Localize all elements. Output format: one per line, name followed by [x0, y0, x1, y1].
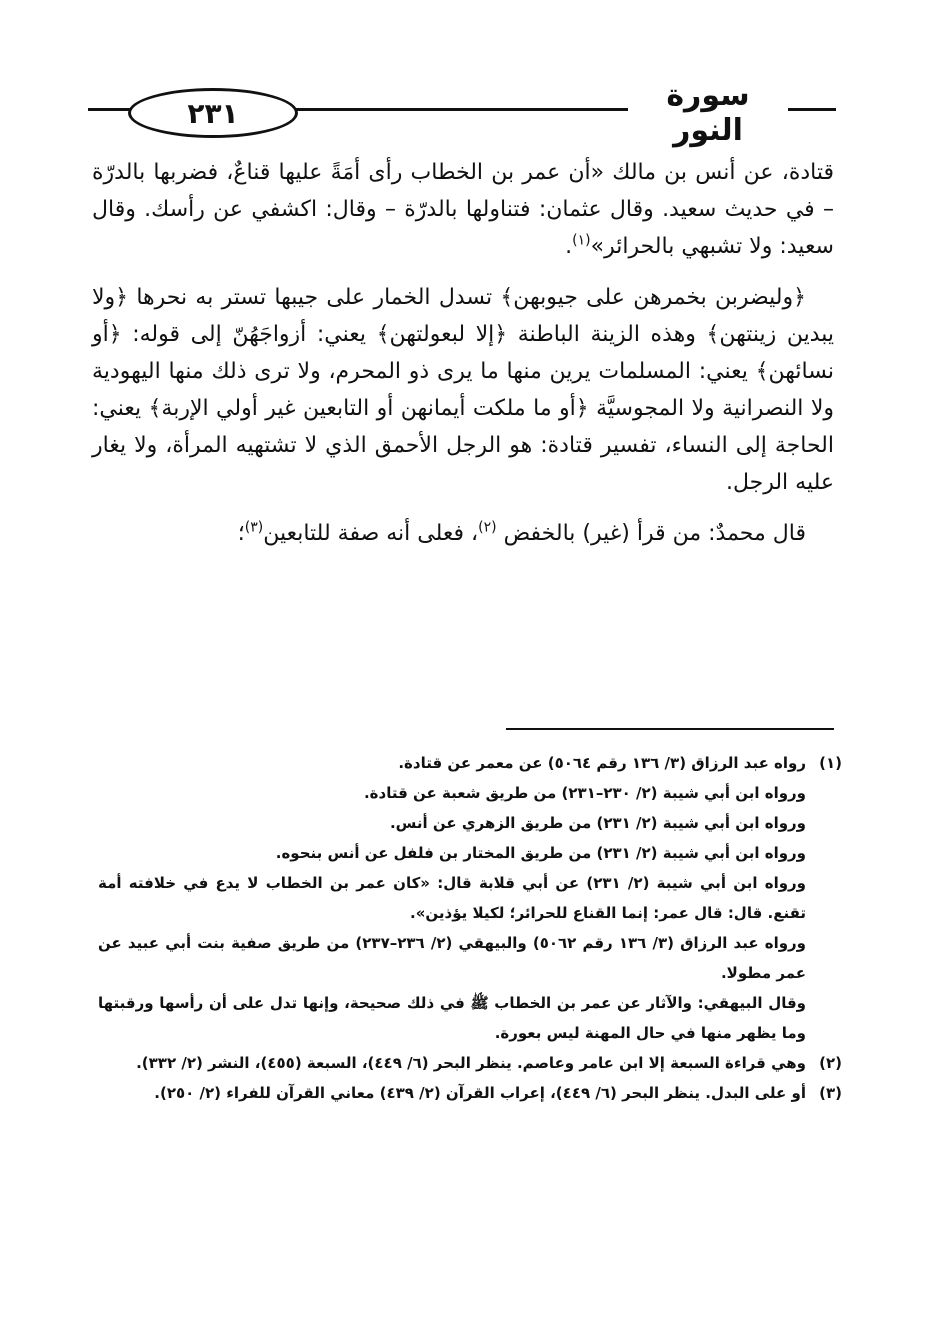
footnote-ref-2: (٢): [478, 519, 497, 536]
footnote-line: وقال البيهقي: والآثار عن عمر بن الخطاب ﷺ في ذلك صحيحة، وإنها تدل على أن رأسها ورقبتها وما يظهر منها في حال المهنة ليس بعورة.: [98, 994, 806, 1042]
footnote-number: (٢): [819, 1054, 842, 1072]
footnote-line: أو على البدل. ينظر البحر (٦/ ٤٤٩)، إعراب القرآن (٢/ ٤٣٩) معاني القرآن للفراء (٢/ ٢٥٠).: [154, 1084, 806, 1102]
page-header: [88, 78, 836, 148]
footnote-body: [98, 1048, 806, 1078]
paragraph-2: ﴿وليضربن بخمرهن على جيوبهن﴾ تسدل الخمار على جيبها تستر به نحرها ﴿ولا يبدين زينتهن﴾ وهذه الزينة الباطنة ﴿إلا لبعولتهن﴾ يعني: أزواجَهُنّ إلى قوله: ﴿أو نسائهن﴾ يعني: المسلمات يرين منها ما يرى ذو المحرم، ولا ترى ذلك منها اليهودية ولا النصرانية ولا المجوسيَّة ﴿أو ما ملكت أيمانهن أو التابعين غير أولي الإربة﴾ يعني: الحاجة إلى النساء، تفسير قتادة: هو الرجل الأحمق الذي لا تشتهيه المرأة، ولا يغار عليه الرجل.: [92, 285, 834, 495]
footnote-number: (١): [819, 754, 842, 772]
header-rule-right: [788, 108, 836, 111]
paragraph-1-text: قتادة، عن أنس بن مالك «أن عمر بن الخطاب رأى أمَةً عليها قناعٌ، فضربها بالدرّة – في حديث سعيد. وقال عثمان: فتناولها بالدرّة – وقال: اكشفي عن رأسك. وقال سعيد: ولا تشبهي بالحرائر»: [92, 160, 834, 259]
footnote-line: ورواه ابن أبي شيبة (٢/ ٢٣١) من طريق المختار بن فلفل عن أنس بنحوه.: [275, 844, 806, 862]
footnote-ref-3: (٣): [244, 519, 264, 536]
footnote-line: ورواه ابن أبي شيبة (٢/ ٢٣٠–٢٣١) من طريق شعبة عن قتادة.: [363, 784, 806, 802]
paragraph-3-text: قال محمدٌ: من قرأ (غير) بالخفض: [503, 521, 806, 546]
surah-title: سورة النور: [666, 78, 750, 148]
footnote-body: [98, 1078, 806, 1108]
footnote-body: [98, 748, 806, 1048]
footnotes: [98, 748, 842, 1108]
paragraph-3-end: ؛: [237, 521, 245, 546]
footnote-number: (٣): [819, 1084, 842, 1102]
footnote-1: [98, 748, 842, 1048]
page-number: ٢٣١: [187, 96, 239, 130]
footnote-2: [98, 1048, 842, 1078]
paragraph-3-middle: ، فعلى أنه صفة للتابعين: [263, 521, 479, 546]
footnote-ref-1: (١): [572, 232, 591, 249]
paragraph-1: [92, 154, 834, 265]
footnote-line: وهي قراءة السبعة إلا ابن عامر وعاصم. ينظر البحر (٦/ ٤٤٩)، السبعة (٤٥٥)، النشر (٢/ ٣٣٢).: [136, 1054, 806, 1072]
footnote-3: [98, 1078, 842, 1108]
header-rule-middle: [288, 108, 628, 111]
footnote-line: ورواه عبد الرزاق (٣/ ١٣٦ رقم ٥٠٦٢) والبيهقي (٢/ ٢٣٦–٢٣٧) من طريق صفية بنت أبي عبيد عن عمر مطولا.: [98, 934, 806, 982]
main-text: [92, 154, 834, 552]
page-number-oval: [128, 88, 298, 138]
footnote-line: ورواه ابن أبي شيبة (٢/ ٢٣١) من طريق الزهري عن أنس.: [389, 814, 806, 832]
footnote-line: ورواه ابن أبي شيبة (٢/ ٢٣١) عن أبي قلابة قال: «كان عمر بن الخطاب لا يدع في خلافته أمة تقنع. قال: قال عمر: إنما القناع للحرائر؛ لكيلا يؤذين».: [98, 874, 807, 922]
paragraph-3: [92, 515, 834, 552]
paragraph-1-end: .: [565, 234, 573, 259]
footnote-separator: [506, 728, 834, 730]
footnote-line: رواه عبد الرزاق (٣/ ١٣٦ رقم ٥٠٦٤) عن معمر عن قتادة.: [398, 754, 806, 772]
